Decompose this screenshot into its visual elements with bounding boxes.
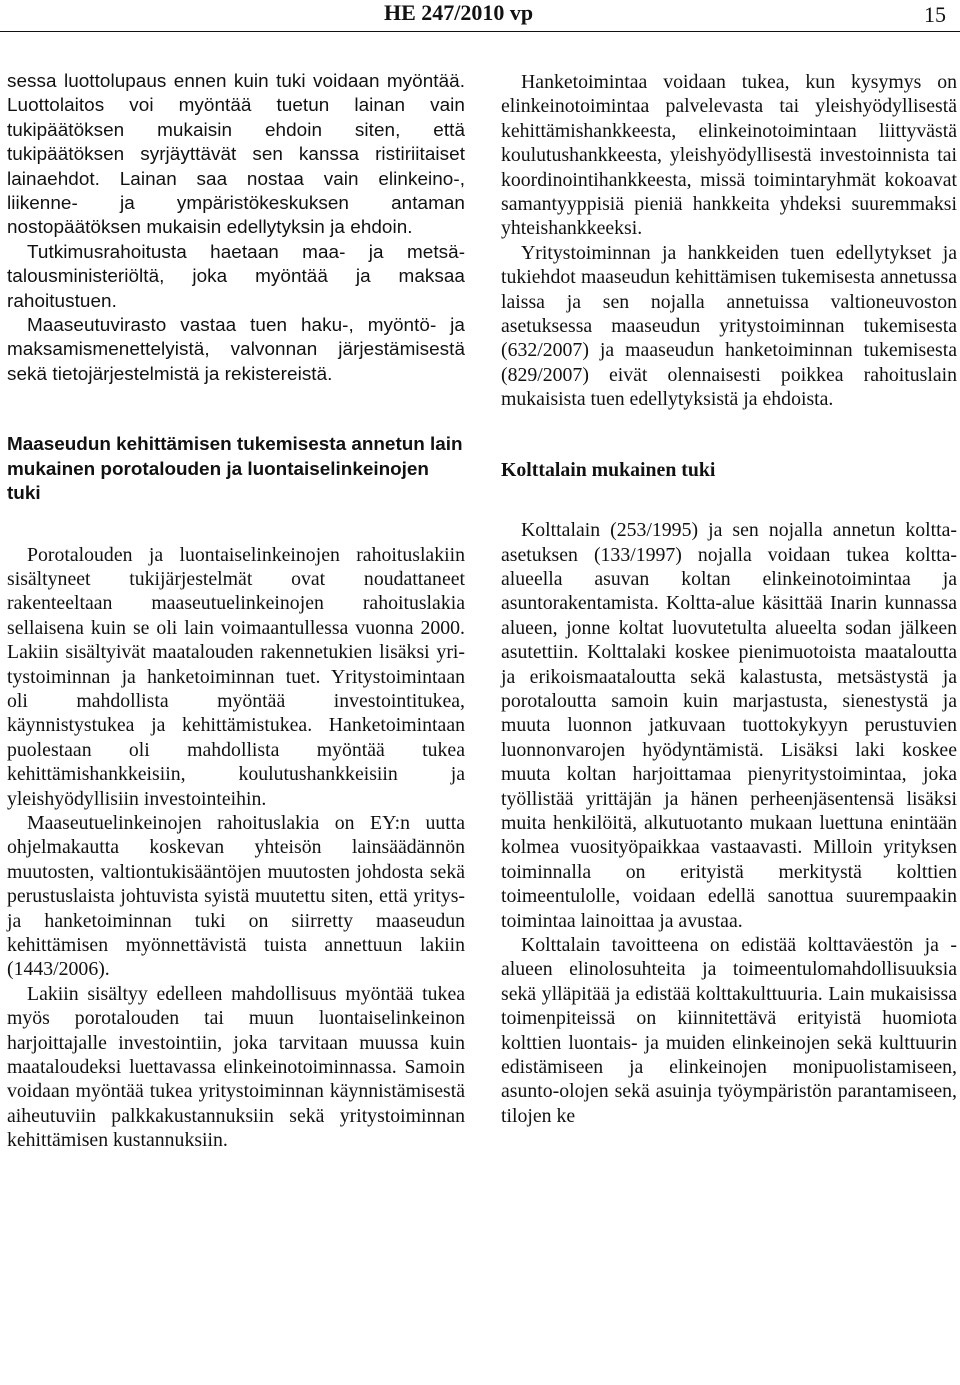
paragraph-investment-support: Lakiin sisältyy edelleen mahdollisuus myöntää tukea myös porotalouden tai muun luontaiselinkeinon harjoittajalle investointiin, joka tarvitaan muussa kuin maataloudeksi luettavassa elinkeinotoiminnassa. Samoin voidaan myöntää tukea yritystoiminnan käynnistämisestä aiheutuviin palkkakustannuksiin sekä yritystoiminnan kehittämisen kustannuksiin. — [7, 982, 465, 1152]
page-number: 15 — [924, 2, 946, 27]
document-id: HE 247/2010 vp — [384, 0, 534, 25]
paragraph-maaseutuvirasto: Maaseutuvirasto vastaa tuen haku-, myöntö- ja maksamismenettelyistä, valvonnan järjestämisestä sekä tietojärjestelmistä ja rekistereistä. — [7, 315, 465, 385]
header-rule — [0, 31, 960, 32]
page-header — [0, 0, 960, 40]
paragraph-research-funding: Tutkimusrahoitusta haetaan maa- ja metsätalousministeriöltä, joka myöntää ja maksaa rahoitustuen. — [7, 241, 465, 312]
paragraph-support-conditions: Yritystoiminnan ja hankkeiden tuen edellytykset ja tukiehdot maaseudun kehittämisen tukemisesta annetussa laissa ja sen nojalla annetuissa valtioneuvoston asetuksessa maaseudun yritystoiminnan tukemisesta (632/2007) ja maaseudun hanketoiminnan tukemisesta (829/2007) eivät olennaisesti poikkea rahoituslain mukaisista tuen edellytyksistä ja ehdoista. — [501, 241, 957, 411]
paragraph-skolt-law: Kolttalain (253/1995) ja sen nojalla annetun koltta-asetuksen (133/1997) nojalla voidaan tukea koltta-alueella asuvan koltan elinkeinotoimintaa ja asuntorakentamista. Koltta-alue käsittää Inarin kunnassa alueen, jonne koltat luovutetulta alueelta sodan jälkeen asutettiin. Kolttalaki koskee pienimuotoista maataloutta ja erikoismaataloutta sekä kalastusta, metsästystä ja porotaloutta samoin kuin marjastusta, sienestystä ja muuta luonnon jatkuvaan tuottokykyyn perustuvien luonnonvarojen hyödyntämistä. Lisäksi laki koskee muuta koltan harjoittamaa pienyritystoimintaa, joka työllistää yrittäjän ja hänen perheenjäsentensä lisäksi muita henkilöitä, alkutuotanto mukaan luettuna enintään kolmea vuosityöpaikkaa vastaavasti. Milloin yrityksen toiminnalla on erityistä merkitystä kolttien toimeentulolle, voidaan edellä sanottua suurempaakin toimintaa lainoittaa ja avustaa. — [501, 519, 957, 932]
paragraph-project-support: Hanketoimintaa voidaan tukea, kun kysymys on elinkeinotoimintaa palvelevasta tai yleishyödyllisestä kehittämishankkeesta, elinkeinotoimintaan liittyvästä koulutushankkeesta, yleishyödyllisestä investoinnista tai koordinointihankkeesta, missä toimintaryhmät kokoavat samantyyppisiä pieniä hankkeita yhdeksi suuremmaksi yhteishankkeeksi. — [501, 71, 957, 240]
right-column — [501, 70, 957, 1128]
section-heading-reindeer: Maaseudun kehittämisen tukemisesta annetun lain mukainen porotalouden ja luontaiselinkeinojen tuki — [7, 434, 463, 505]
paragraph-law-amendment: Maaseutuelinkeinojen rahoituslakia on EY:n uutta ohjelmakautta koskevan yhteisön lainsäädännön muutosten, valtiontukisääntöjen muutosten johdosta sekä perustuslaista johtuvista syistä muutettu siten, että yritys- ja hanketoiminnan tuki on siirretty maaseudun kehittämisen myönnettävistä tuista annettuun lakiin (1443/2006). — [7, 811, 465, 981]
left-column — [7, 70, 465, 1153]
paragraph-reindeer-financing-law: Porotalouden ja luontaiselinkeinojen rahoituslakiin sisältyneet tukijärjestelmät ovat noudattaneet rakenteeltaan maaseutuelinkeinojen rahoituslakia sellaisena kuin se oli lain voimaantullessa vuonna 2000. Lakiin sisältyivät maatalouden rakennetukien lisäksi yritystoiminnan ja hanketoiminnan tuet. Yritystoimintaan oli mahdollista myöntää investointitukea, käynnistystukea ja kehittämistukea. Hanketoimintaan puolestaan oli mahdollista myöntää tukea kehittämishankkeisiin, koulutushankkeisiin ja yleishyödyllisiin investointeihin. — [7, 543, 465, 810]
paragraph-skolt-goals: Kolttalain tavoitteena on edistää kolttaväestön ja -alueen elinolosuhteita ja toimeentulomahdollisuuksia sekä ylläpitää ja edistää kolttakulttuuria. Lain mukaisissa toimenpiteissä on kiinnitettävä erityistä huomiota kolttien luontais- ja muiden elinkeinojen sekä kulttuurin edistämiseen ja elinkeinojen monipuolistamiseen, asunto-olojen sekä asuinja työympäristön parantamiseen, tilojen ke — [501, 934, 957, 1127]
section-heading-skolt: Kolttalain mukainen tuki — [501, 458, 716, 481]
paragraph-loan-terms: sessa luottolupaus ennen kuin tuki voidaan myöntää. Luottolaitos voi myöntää tuetun lainan vain tukipäätöksen mukaisin ehdoin siten, että tukipäätöksen syrjäyttävät sen kanssa ristiriitaiset lainaehdot. Lainan saa nostaa vain elinkeino-, liikenne- ja ympäristökeskuksen antaman nostopäätöksen mukaisin edellytyksin ja ehdoin. — [7, 71, 465, 239]
